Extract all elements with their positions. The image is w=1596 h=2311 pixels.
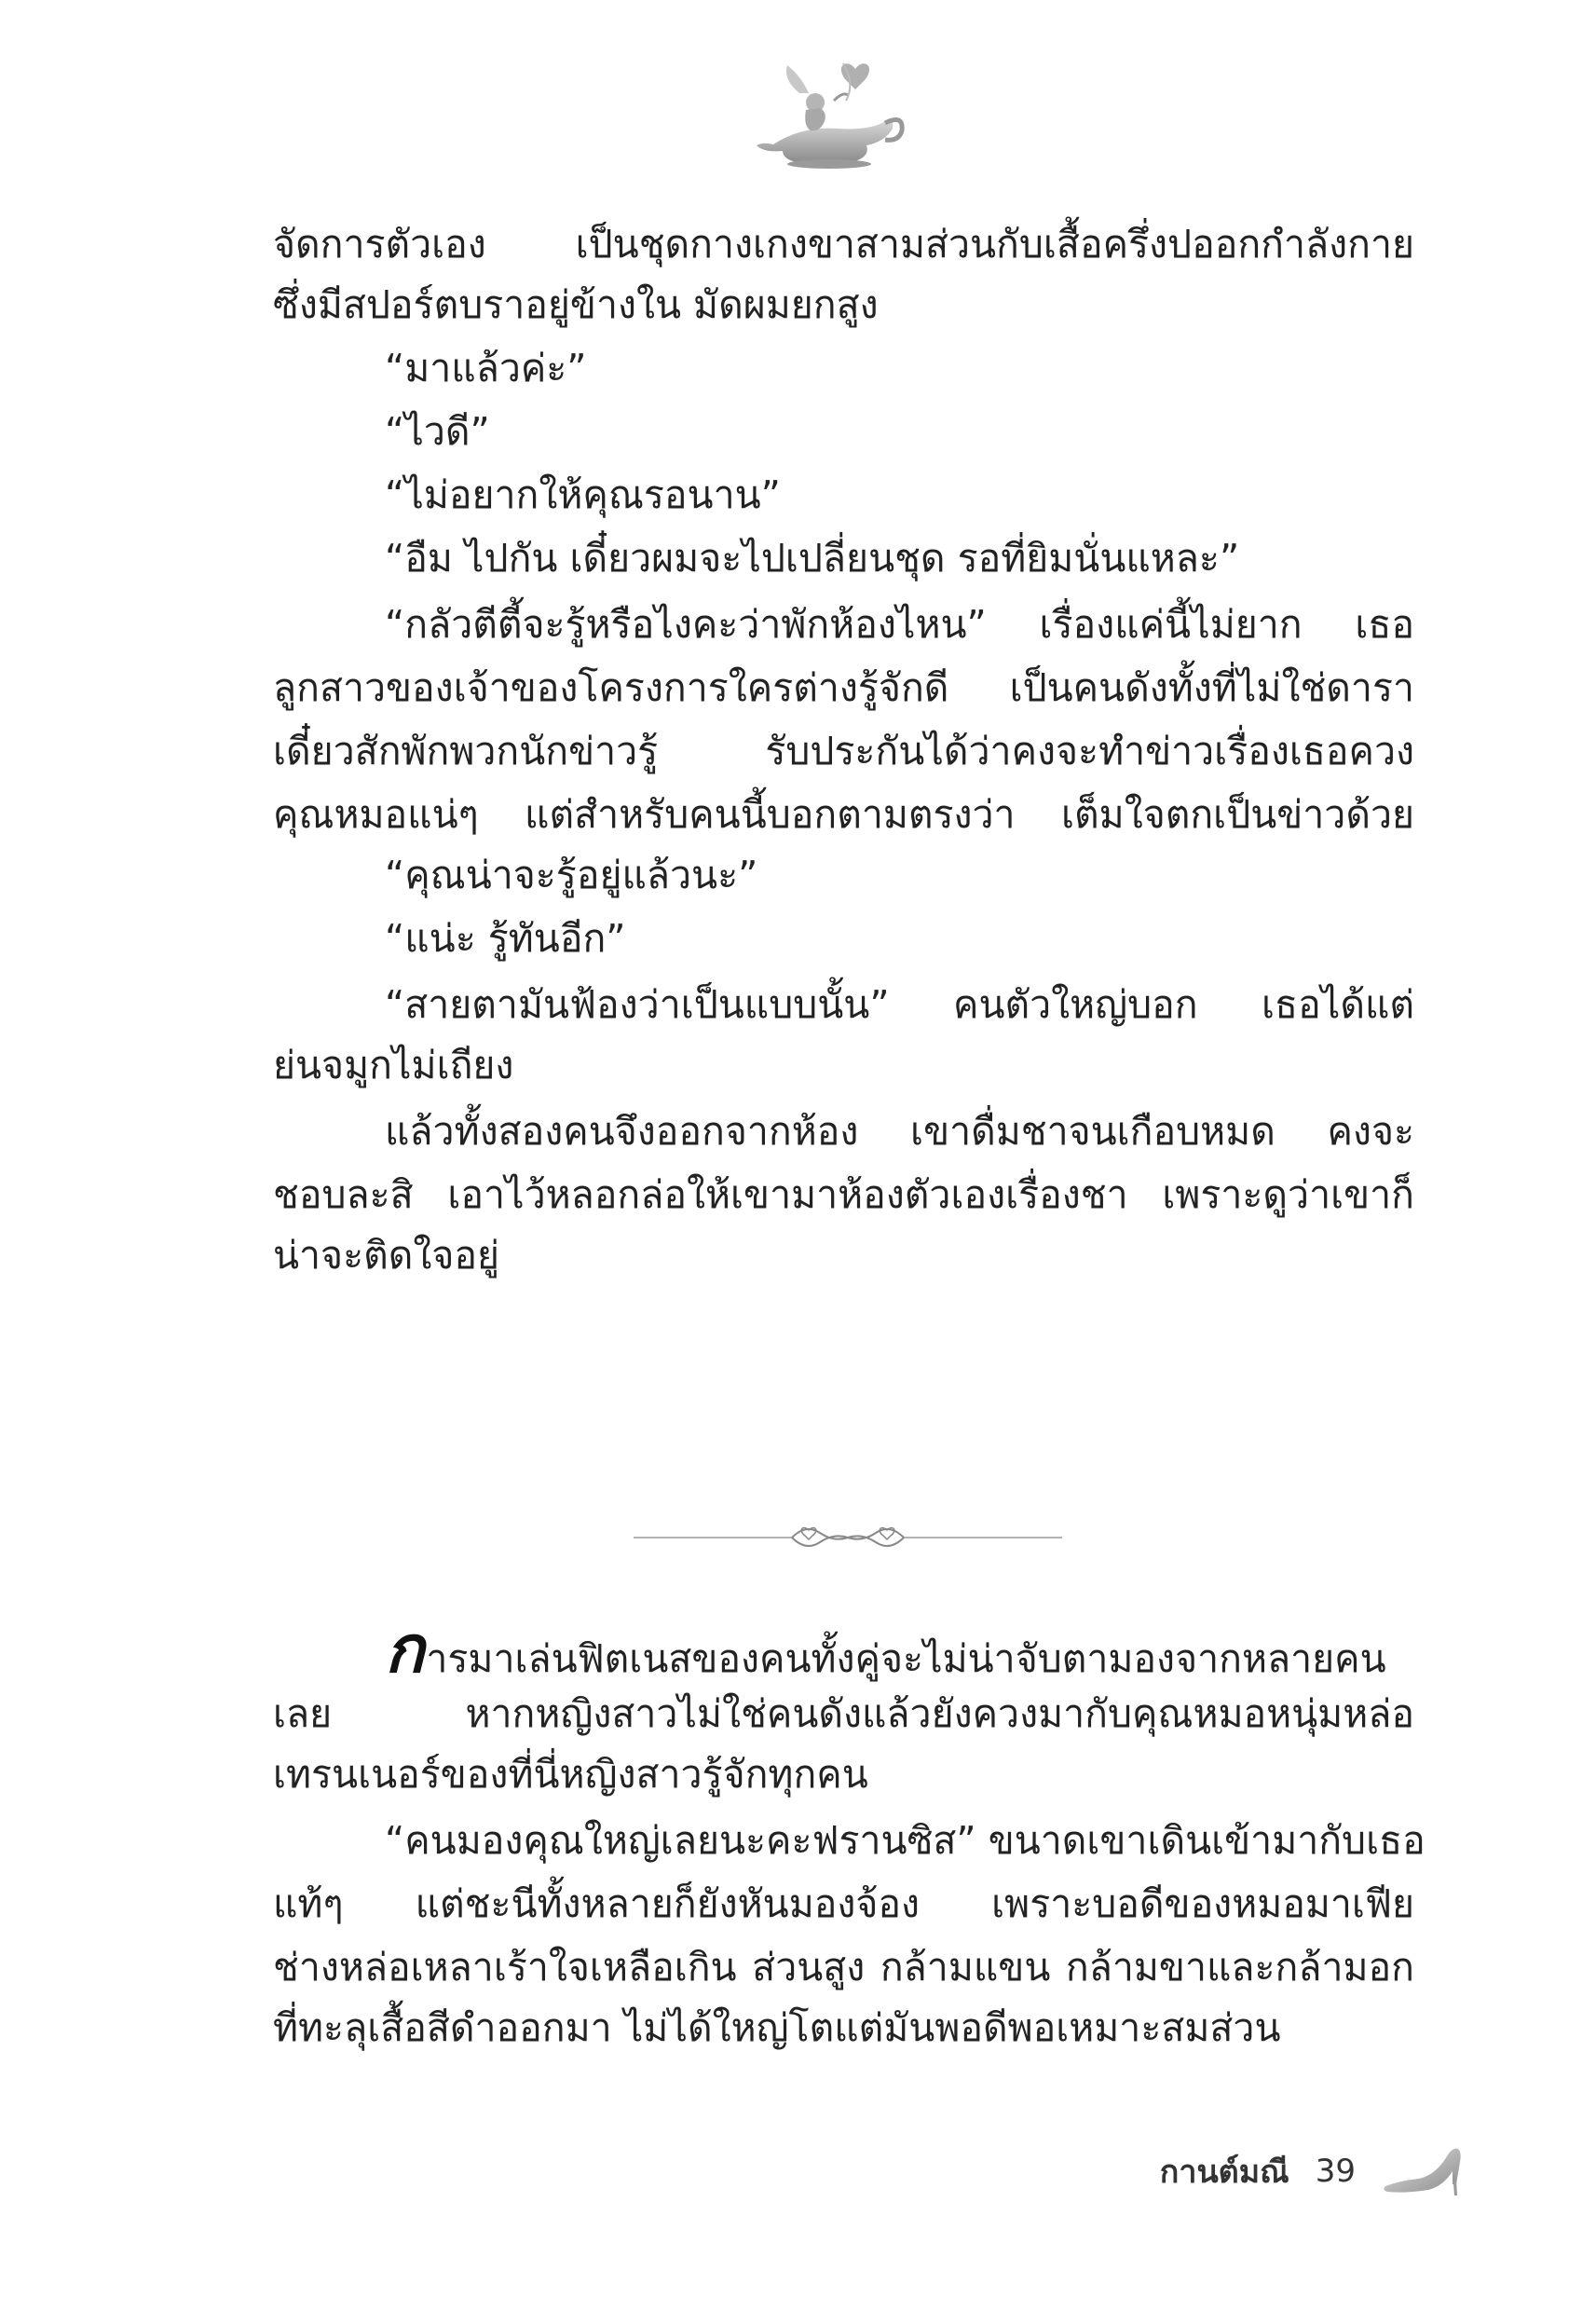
text-line: “คุณน่าจะรู้อยู่แล้วนะ” [385, 853, 758, 898]
text-line: เทรนเนอร์ของที่นี่หญิงสาวรู้จักทุกคน [273, 1752, 868, 1798]
text-line: “ไวดี” [385, 409, 490, 455]
footer-book-title: กานต์มณี [1159, 2154, 1289, 2191]
text-line: ซึ่งมีสปอร์ตบราอยู่ข้างใน มัดผมยกสูง [273, 282, 879, 328]
text-line: “สายตามันฟ้องว่าเป็นแบบนั้น” คนตัวใหญ่บอก เธอได้แต่ [385, 982, 1414, 1027]
text-line: “มาแล้วค่ะ” [385, 346, 587, 391]
body-text-bottom [273, 1611, 1425, 2060]
text-line: คุณหมอแน่ๆ แต่สำหรับคนนี้บอกตามตรงว่า เต็มใจตกเป็นข่าวด้วย [273, 792, 1414, 837]
text-line: ช่างหล่อเหลาเร้าใจเหลือเกิน ส่วนสูง กล้ามแขน กล้ามขาและกล้ามอก [273, 1945, 1414, 1990]
text-line: “กลัวตีตี้จะรู้หรือไงคะว่าพักห้องไหน” เรื่องแค่นี้ไม่ยาก เธอ [385, 602, 1414, 647]
flourish-divider-icon [634, 1510, 1062, 1566]
text-line: ลูกสาวของเจ้าของโครงการใครต่างรู้จักดี เป็นคนดังทั้งที่ไม่ใช่ดารา [273, 665, 1414, 710]
teapot-cupid-ornament-icon [745, 56, 913, 172]
text-line: เดี๋ยวสักพักพวกนักข่าวรู้ รับประกันได้ว่าคงจะทำข่าวเรื่องเธอควง [273, 729, 1414, 773]
text-line: ย่นจมูกไม่เถียง [273, 1043, 514, 1088]
text-line: แท้ๆ แต่ชะนีทั้งหลายก็ยังหันมองจ้อง เพราะบอดีของหมอมาเฟีย [273, 1881, 1414, 1926]
body-text-top [273, 211, 1414, 1288]
dropcap-letter: ก [385, 1611, 425, 1688]
page-number: 39 [1315, 2153, 1356, 2190]
text-line: เลย หากหญิงสาวไม่ใช่คนดังแล้วยังควงมากับคุณหมอหนุ่มหล่อ [273, 1691, 1414, 1736]
text-line: ชอบละสิ เอาไว้หลอกล่อให้เขามาห้องตัวเองเรื่องชา เพราะดูว่าเขาก็ [273, 1172, 1414, 1217]
high-heel-shoe-icon [1382, 2143, 1466, 2199]
text-line: “อืม ไปกัน เดี๋ยวผมจะไปเปลี่ยนชุด รอที่ยิมนั่นแหละ” [385, 536, 1240, 581]
text-line: ที่ทะลุเสื้อสีดำออกมา ไม่ได้ใหญ่โตแต่มันพอดีพอเหมาะสมส่วน [273, 2005, 1281, 2051]
page-footer [1160, 2143, 1466, 2199]
text-line: ารมาเล่นฟิตเนสของคนทั้งคู่จะไม่น่าจับตามองจากหลายคน [426, 1636, 1386, 1681]
text-line: “คนมองคุณใหญ่เลยนะคะฟรานซิส” ขนาดเขาเดินเข้ามากับเธอ [385, 1818, 1425, 1863]
text-line: แล้วทั้งสองคนจึงออกจากห้อง เขาดื่มชาจนเกือบหมด คงจะ [385, 1109, 1414, 1154]
text-line: น่าจะติดใจอยู่ [273, 1233, 500, 1279]
text-line: จัดการตัวเอง เป็นชุดกางเกงขาสามส่วนกับเสื้อครึ่งปออกกำลังกาย [273, 222, 1414, 267]
text-line: “ไม่อยากให้คุณรอนาน” [385, 472, 781, 518]
dropcap-line [273, 1611, 1414, 1688]
text-line: “แน่ะ รู้ทันอีก” [385, 916, 626, 962]
